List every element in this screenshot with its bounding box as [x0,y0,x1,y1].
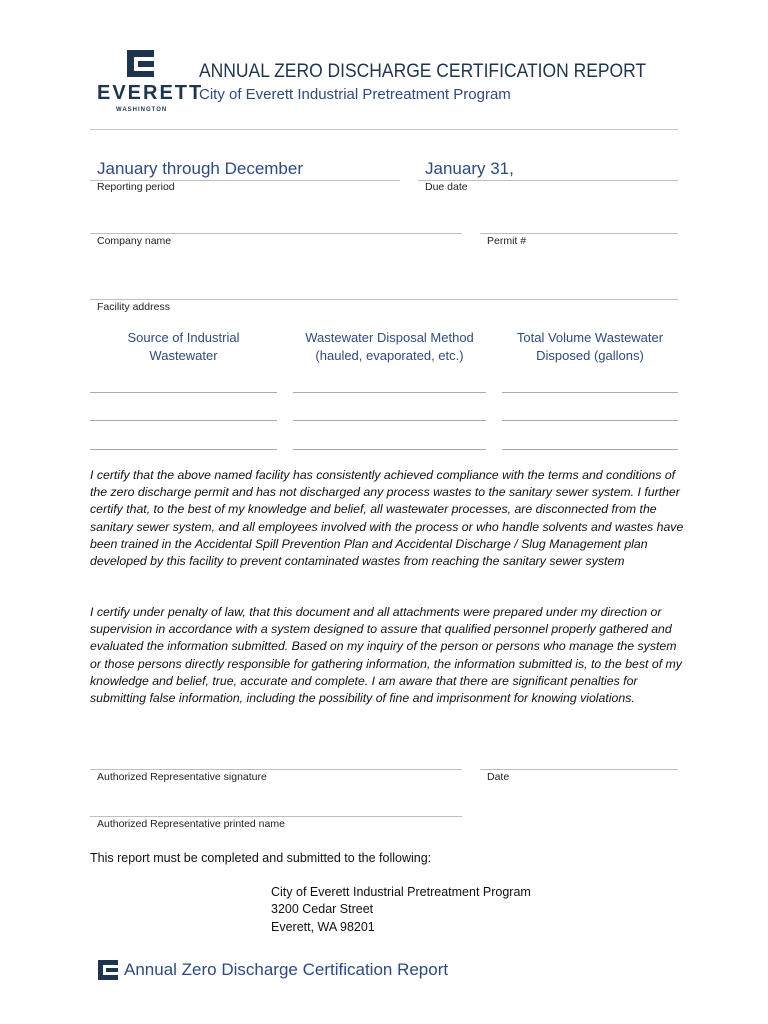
column-header-volume-line2: Disposed (gallons) [536,348,644,363]
date-label: Date [487,771,510,783]
due-date-value[interactable]: January 31, [425,159,514,178]
logo-name: EVERETT [97,82,204,104]
column-header-method [293,329,486,365]
due-date-label: Due date [425,181,468,193]
column-header-source-line2: Wastewater [149,348,218,363]
page-title: ANNUAL ZERO DISCHARGE CERTIFICATION REPORT [199,61,647,82]
submission-instruction: This report must be completed and submitted to the following: [90,851,432,865]
logo-sub: WASHINGTON [116,107,168,113]
page-subtitle: City of Everett Industrial Pretreatment Program [199,86,511,103]
source-input-1[interactable] [90,392,277,393]
address-line-2: 3200 Cedar Street [271,902,374,917]
date-line[interactable] [480,769,678,770]
header-divider [90,129,678,130]
volume-input-3[interactable] [502,449,678,450]
source-input-2[interactable] [90,420,277,421]
volume-input-1[interactable] [502,392,678,393]
certification-paragraph-2: I certify under penalty of law, that this document and all attachments were prepared under my direction or supervision in accordance with a system designed to assure that qualified personnel properly gathered and evaluated the information submitted. Based on my inquiry of the person or persons who manage the system or those persons directly responsible for gathering information, the information submitted is, to the best of my knowledge and belief, true, accurate and complete. I am aware that there are significant penalties for submitting false information, including the possibility of fine and imprisonment for knowing violations. [90,605,682,706]
address-line-3: Everett, WA 98201 [271,919,375,934]
printed-name-line[interactable] [90,816,462,817]
method-input-2[interactable] [293,420,486,421]
permit-label: Permit # [487,235,527,247]
submission-address [271,884,531,936]
column-header-volume [502,329,678,365]
certification-paragraph-1: I certify that the above named facility has consistently achieved compliance with the terms and conditions of the zero discharge permit and has not discharged any process wastes to the sanitary sewer system. I further certify that, to the best of my knowledge and belief, all wastewater processes, are disconnected from the sanitary sewer system, and all employees involved with the process or who handle solvents and wastes have been trained in the Accidental Spill Prevention Plan and Accidental Discharge / Slug Management plan developed by this facility to prevent contaminated wastes from reaching the sanitary sewer system [90,468,684,569]
volume-input-2[interactable] [502,420,678,421]
footer-title: Annual Zero Discharge Certification Report [124,960,449,979]
everett-mark-icon [127,50,154,77]
reporting-period-label: Reporting period [97,181,175,193]
printed-name-label: Authorized Representative printed name [97,818,285,830]
column-header-method-line2: (hauled, evaporated, etc.) [315,348,464,363]
facility-address-label: Facility address [97,301,170,313]
column-header-source-line1: Source of Industrial [127,330,240,345]
signature-line[interactable] [90,769,462,770]
company-name-label: Company name [97,235,172,247]
column-header-source [90,329,277,365]
permit-line [480,233,678,234]
method-input-1[interactable] [293,392,486,393]
column-header-volume-line1: Total Volume Wastewater [516,330,664,345]
everett-mark-icon [98,960,118,980]
source-input-3[interactable] [90,449,277,450]
column-header-method-line1: Wastewater Disposal Method [305,330,474,345]
company-name-line [90,233,462,234]
facility-address-line [90,299,678,300]
signature-label: Authorized Representative signature [97,771,267,783]
method-input-3[interactable] [293,449,486,450]
address-line-1: City of Everett Industrial Pretreatment Program [271,885,531,899]
reporting-period-value[interactable]: January through December [97,159,304,178]
